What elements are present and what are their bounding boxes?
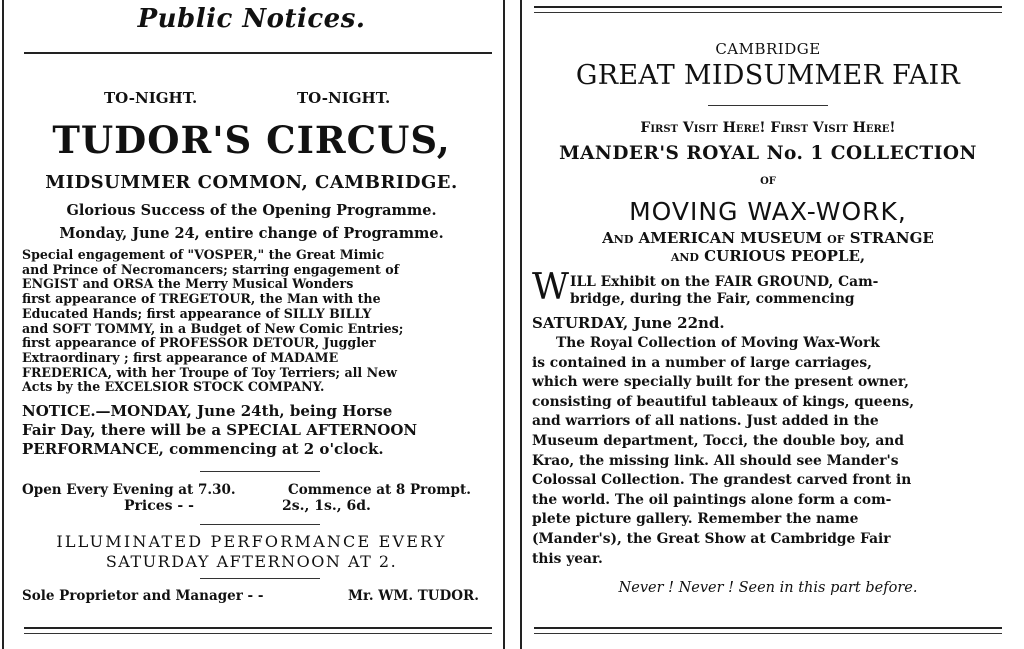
body-line: The Royal Collection of Moving Wax-Work [556, 335, 880, 351]
notice-line: NOTICE.—MONDAY, June 24th, being Horse [22, 402, 393, 420]
body-line: and Prince of Necromancers; starring engagement of [22, 261, 400, 277]
body-line: which were specially built for the present owner, [532, 374, 909, 391]
first-visit-line: First Visit Here! First Visit Here! [640, 120, 896, 136]
column-divider-left [503, 0, 505, 649]
right-bottom-rule-1 [534, 627, 1002, 629]
tonight-label-1: TO-NIGHT. [104, 89, 198, 107]
body-line: Krao, the missing link. All should see Mander's [532, 452, 899, 469]
fair-title: GREAT MIDSUMMER FAIR [575, 60, 961, 91]
heading-rule [24, 52, 492, 54]
american-museum-line: And AMERICAN MUSEUM of STRANGE [602, 229, 934, 247]
body-line: consisting of beautiful tableaux of kings, queens, [532, 393, 915, 410]
left-column-tudors-circus [0, 0, 503, 649]
right-top-rule-1 [534, 6, 1002, 8]
commence-text: Commence at 8 Prompt. [288, 482, 471, 498]
saturday-date: SATURDAY, June 22nd. [532, 314, 725, 332]
right-column-midsummer-fair [520, 0, 1024, 649]
monday-line: Monday, June 24, entire change of Programme. [59, 225, 444, 242]
body-line: and SOFT TOMMY, in a Budget of New Comic Entries; [22, 320, 404, 336]
body-line: Educated Hands; first appearance of SILLY BILLY [22, 305, 372, 321]
intro-line: ILL Exhibit on the FAIR GROUND, Cam- [570, 274, 879, 290]
body-line: Special engagement of "VOSPER," the Great Mimic [22, 247, 385, 262]
circus-title: TUDOR'S CIRCUS, [52, 118, 451, 162]
illuminated-line-2: SATURDAY AFTERNOON AT 2. [105, 552, 398, 571]
left-bottom-rule-1 [24, 627, 492, 629]
cambridge-label: CAMBRIDGE [715, 40, 821, 58]
notice-divider [200, 471, 320, 472]
prices-value: 2s., 1s., 6d. [282, 498, 371, 514]
illuminated-divider [200, 578, 320, 579]
illuminated-line-1: ILLUMINATED PERFORMANCE EVERY [56, 532, 447, 551]
of-label: OF [760, 176, 776, 187]
collection-body [532, 334, 1002, 569]
mander-collection-line: MANDER'S ROYAL No. 1 COLLECTION [559, 143, 977, 164]
left-bottom-rule-2 [24, 633, 492, 634]
location-line: MIDSUMMER COMMON, CAMBRIDGE. [45, 172, 458, 193]
body-line: the world. The oil paintings alone form a com- [532, 491, 892, 508]
tonight-label-2: TO-NIGHT. [297, 89, 391, 107]
body-line: plete picture gallery. Remember the name [532, 511, 859, 528]
body-line: this year. [532, 550, 603, 567]
intro-line: bridge, during the Fair, commencing [570, 291, 855, 307]
prices-label: Prices - - [124, 498, 194, 514]
prices-divider [200, 524, 320, 525]
body-line: is contained in a number of large carriages, [532, 354, 872, 371]
notice-line: PERFORMANCE, commencing at 2 o'clock. [22, 440, 384, 458]
right-bottom-rule-2 [534, 633, 1002, 634]
proprietor-name: Mr. WM. TUDOR. [348, 588, 479, 604]
body-line: ENGIST and ORSA the Merry Musical Wonders [22, 276, 354, 292]
body-line: Colossal Collection. The grandest carved front in [532, 472, 912, 489]
body-line: and warriors of all nations. Just added in the [532, 413, 879, 430]
body-line: Acts by the EXCELSIOR STOCK COMPANY. [22, 379, 325, 395]
body-line: Museum department, Tocci, the double boy, and [532, 432, 904, 449]
body-line: FREDERICA, with her Troupe of Toy Terriers; all New [22, 364, 397, 380]
moving-wax-work-title: MOVING WAX-WORK, [629, 197, 907, 226]
body-line: Extraordinary ; first appearance of MADAME [22, 349, 339, 365]
notice-line: Fair Day, there will be a SPECIAL AFTERNOON [22, 421, 418, 439]
success-line: Glorious Success of the Opening Programme. [66, 202, 437, 219]
curious-people-line: and CURIOUS PEOPLE, [670, 247, 866, 265]
intro-paragraph [570, 274, 1002, 308]
right-top-rule-2 [534, 12, 1002, 13]
open-evening-text: Open Every Evening at 7.30. [22, 482, 236, 498]
drop-cap-w: W [532, 267, 570, 308]
programme-body [22, 248, 492, 395]
body-line: first appearance of PROFESSOR DETOUR, Juggler [22, 335, 376, 351]
body-line: first appearance of TREGETOUR, the Man with the [22, 291, 381, 307]
notice-paragraph [22, 402, 492, 459]
public-notices-heading: Public Notices. [137, 4, 366, 34]
title-divider [708, 105, 828, 106]
body-line: (Mander's), the Great Show at Cambridge Fair [532, 530, 891, 547]
never-seen-line: Never ! Never ! Seen in this part before. [618, 580, 918, 596]
proprietor-label: Sole Proprietor and Manager - - [22, 588, 264, 604]
